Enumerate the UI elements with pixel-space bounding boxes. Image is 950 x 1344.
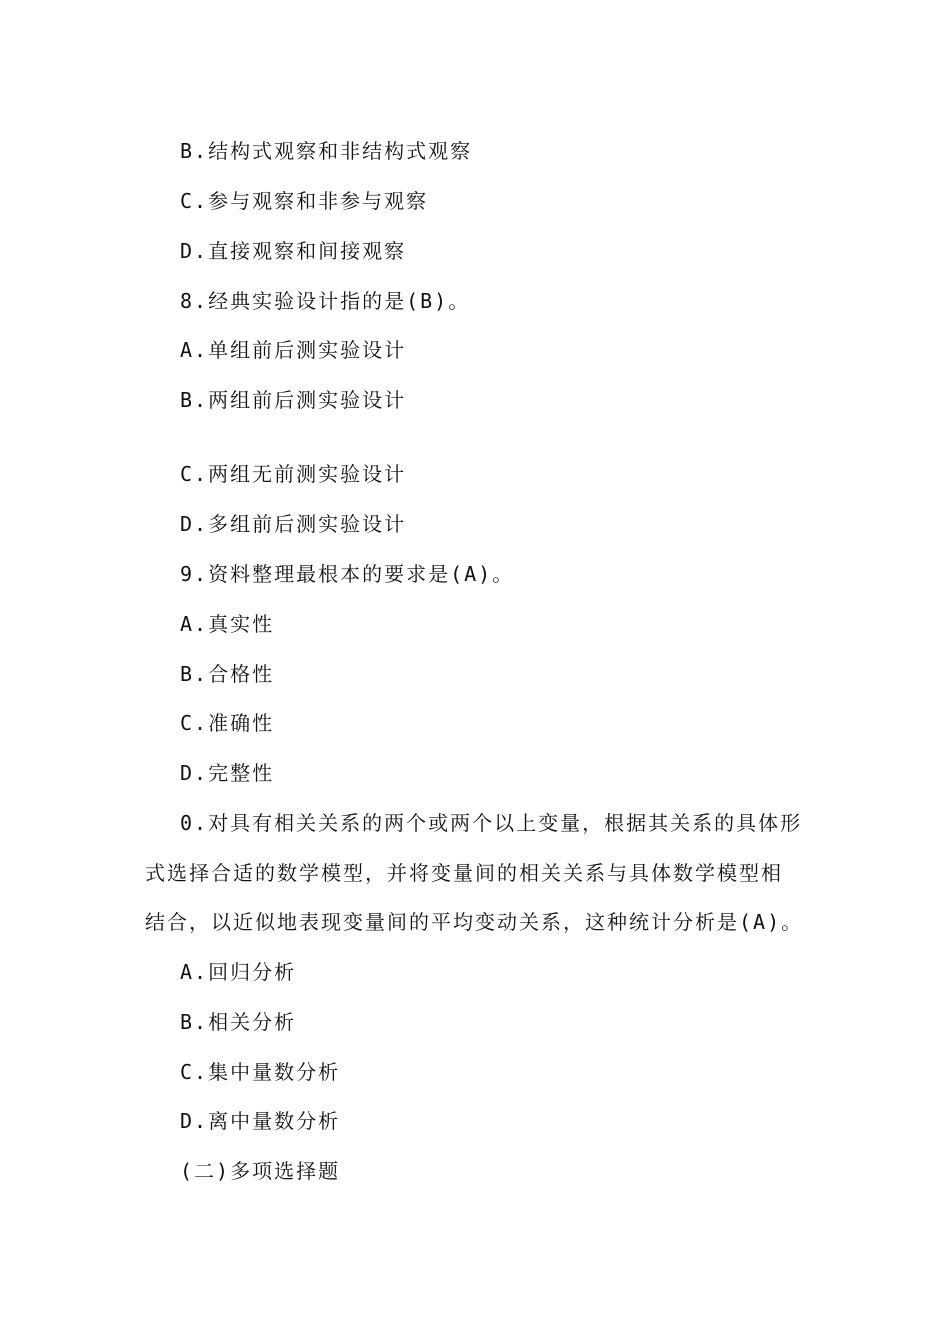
- question-10-line-3: 结合，以近似地表现变量间的平均变动关系，这种统计分析是(A)。: [145, 910, 804, 934]
- option-a-q8: A.单组前后测实验设计: [180, 338, 407, 362]
- option-b-q8: B.两组前后测实验设计: [180, 388, 407, 412]
- question-9: 9.资料整理最根本的要求是(A)。: [180, 562, 515, 586]
- section-heading-multiple-choice: (二)多项选择题: [180, 1159, 341, 1183]
- option-a-q9: A.真实性: [180, 612, 275, 636]
- option-c-q8: C.两组无前测实验设计: [180, 462, 407, 486]
- question-10-line-1: 0.对具有相关关系的两个或两个以上变量，根据其关系的具体形: [180, 811, 803, 835]
- option-b-q9: B.合格性: [180, 662, 275, 686]
- option-c-q9: C.准确性: [180, 711, 275, 735]
- option-b-q10: B.相关分析: [180, 1010, 297, 1034]
- option-d-q10: D.离中量数分析: [180, 1109, 341, 1133]
- question-8: 8.经典实验设计指的是(B)。: [180, 289, 471, 313]
- option-a-q10: A.回归分析: [180, 960, 297, 984]
- option-d-q7: D.直接观察和间接观察: [180, 239, 407, 263]
- option-d-q8: D.多组前后测实验设计: [180, 512, 407, 536]
- option-b-q7: B.结构式观察和非结构式观察: [180, 139, 473, 163]
- option-c-q10: C.集中量数分析: [180, 1060, 341, 1084]
- option-d-q9: D.完整性: [180, 761, 275, 785]
- question-10-line-2: 式选择合适的数学模型，并将变量间的相关关系与具体数学模型相: [145, 861, 783, 885]
- option-c-q7: C.参与观察和非参与观察: [180, 189, 429, 213]
